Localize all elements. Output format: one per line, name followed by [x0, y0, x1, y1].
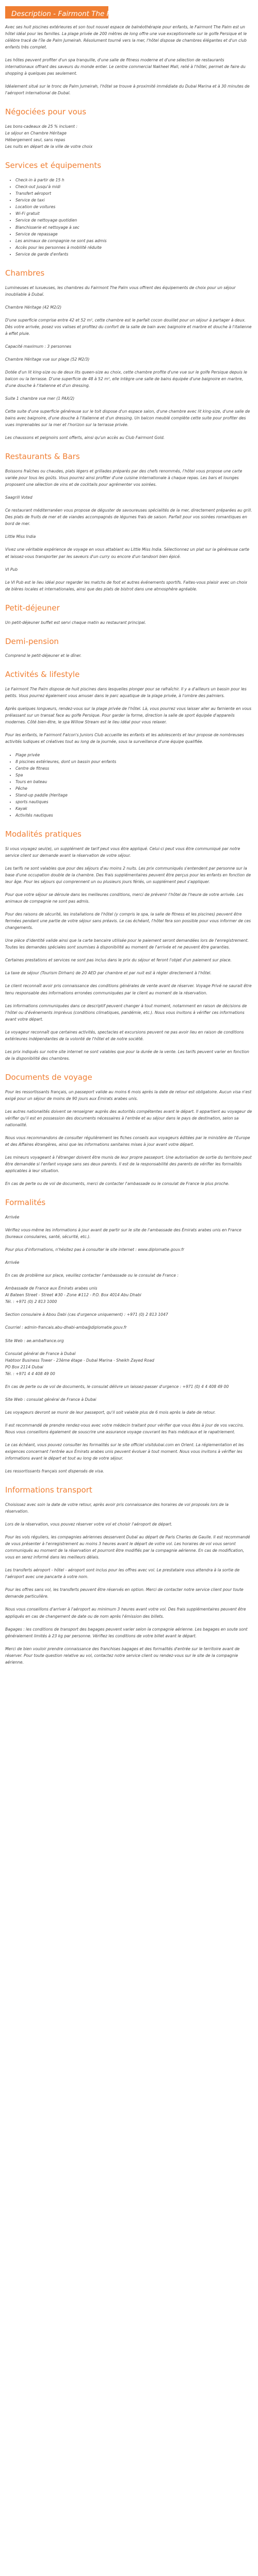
section-title-rooms: Chambres — [5, 268, 45, 278]
activity-item: • Activités nautiques — [15, 812, 253, 819]
activity-item: • Pêche — [15, 785, 253, 792]
hotel-title-banner — [5, 6, 139, 19]
formalities-paragraph: Arrivée — [5, 1214, 20, 1219]
restaurants-paragraph: Saagrill Voted — [5, 495, 33, 500]
modalities-paragraph: Le client reconnaît avoir pris connaissance des conditions générales de vente avant de réserver. Voyage Privé ne saurait être tenu responsable des informations erronées communiquées par le client au moment de la réservation. — [5, 984, 252, 995]
formalities-paragraph: Courriel : admin-francais.abu-dhabi-amba@diplomatie.gouv.fr — [5, 1325, 127, 1330]
service-item: • Service de taxi — [15, 197, 253, 204]
transport-paragraph: Choisissez avec soin la date de votre retour, après avoir pris connaissance des horaires de vol proposés lors de la réservation. — [5, 1502, 229, 1514]
service-item: • Service de repassage — [15, 231, 253, 238]
documents-paragraph: Pour les ressortissants français, un passeport valide au moins 6 mois après la date de retour est obligatoire. Aucun visa n'est exigé pour un séjour de moins de 90 jours aux Émirats arabes unis. — [5, 1089, 252, 1101]
services-list — [5, 177, 253, 258]
rooms-paragraph: Dotée d'un lit king-size ou de deux lits queen-size au choix, cette chambre profite d'une vue sur le golfe Persique depuis le balcon ou la terrasse. D'une superficie de 48 à 52 m², elle intègre une salle de bains équipée d'une baignoire en marbre, d'une douche à l'italienne et d'un dressing. — [5, 369, 247, 388]
modalities-paragraph: Les tarifs ne sont valables que pour des séjours d'au moins 2 nuits. Les prix communiqués s'entendent par personne sur la base d'une occupation double de la chambre. Des frais supplémentaires peuvent être perçus pour les enfants en fonction de leur âge. Pour les séjours qui comprennent un ou plusieurs jours fériés, un supplément peut s'appliquer. — [5, 866, 251, 884]
modalities-paragraph: Pour des raisons de sécurité, les installations de l'hôtel (y compris le spa, la salle de fitness et les piscines) peuvent être fermées pendant une partie de votre séjour sans préavis. Le cas échéant, l'hôtel fera son possible pour vous informer de ces changements. — [5, 912, 251, 930]
section-title-documents: Documents de voyage — [5, 1072, 92, 1082]
rooms-paragraph: Cette suite d'une superficie généreuse sur le toit dispose d'un espace salon, d'une chambre avec lit king-size, d'une salle de bains avec baignoire, d'une douche à l'italienne et d'un dressing. Un balcon meublé complète cette suite pour profiter des vues imprenables sur la mer et l'horizon sur la terrasse privée. — [5, 409, 250, 428]
service-item: • Wi-Fi gratuit — [15, 210, 253, 217]
service-item: • Les animaux de compagnie ne sont pas admis — [15, 238, 253, 244]
hotel-title: Description - Fairmont The Palm - 5* — [11, 10, 139, 18]
page — [0, 6, 258, 1666]
transport-paragraph: Pour les vols réguliers, les compagnies aériennes desservent Dubaï au départ de Paris Charles de Gaulle. Il est recommandé de vous présenter à l'enregistrement au moins 3 heures avant le départ de votre vol. Les horaires de vol vous seront communiqués au moment de la réservation et pourront être modifiés par la compagnie aérienne. En cas de modification, vous en serez informé dans les meilleurs délais. — [5, 1535, 250, 1560]
rooms-paragraph: Capacité maximum : 3 personnes — [5, 344, 72, 349]
negotiated-paragraph: Les bons-cadeaux de 25 % incluent : Le séjour en Chambre Héritage Hébergement seul, sans repas Les nuits en départ de la ville de votre choix — [5, 124, 93, 149]
formalities-paragraph: En cas de perte ou de vol de documents, le consulat délivre un laissez-passer d'urgence : +971 (0) 4 4 408 49 00 — [5, 1384, 229, 1389]
transport-paragraph: Pour les offres sans vol, les transferts peuvent être réservés en option. Merci de contacter notre service client pour toute demande particulière. — [5, 1587, 244, 1599]
section-title-services: Services et équipements — [5, 161, 102, 171]
activities-paragraph: Le Fairmont The Palm dispose de huit piscines dans lesquelles plonger pour se rafraîchir. Il y a d'ailleurs un bassin pour les petits. Vous pourrez également vous amuser dans le parc aquatique de la plage privée, à l'ombre des palmiers. — [5, 687, 247, 699]
rooms-paragraph: Suite 1 chambre vue mer (1 PAX/2) — [5, 396, 75, 401]
service-item: • Service de nettoyage quotidien — [15, 217, 253, 224]
restaurants-paragraph: Boissons fraîches ou chaudes, plats légers et grillades préparés par des chefs renommés, l'hôtel vous propose une carte variée pour tous les goûts. Vous pourrez ainsi profiter d'une cuisine internationale à chaque repas. Les bars et lounges proposent une sélection de vins et de cocktails pour agrémenter vos soirées. — [5, 469, 243, 487]
documents-paragraph: Les autres nationalités doivent se renseigner auprès des autorités compétentes avant le départ. Il appartient au voyageur de vérifier qu'il est en possession des documents nécessaires à l'entrée et au séjour dans le pays de destination, selon sa nationalité. — [5, 1109, 252, 1127]
rooms-paragraph: Lumineuses et luxueuses, les chambres du Fairmont The Palm vous offrent des équipements de choix pour un séjour inoubliable à Dubaï. — [5, 285, 236, 297]
section-title-negotiated: Négociées pour vous — [5, 107, 87, 117]
formalities-paragraph: Site Web : ae.ambafrance.org — [5, 1338, 64, 1343]
section-title-halfboard: Demi-pension — [5, 636, 59, 646]
formalities-paragraph: Le cas échéant, vous pouvez consulter les formalités sur le site officiel visitdubai.com en Orient. La réglementation et les exigences concernant l'entrée aux Émirats arabes unis peuvent évoluer à tout moment. Nous vous invitons à vérifier les informations avant le départ et tout au long de votre séjour. — [5, 1442, 244, 1461]
service-item: • Blanchisserie et nettoyage à sec — [15, 224, 253, 231]
restaurants-paragraph: VI Pub — [5, 567, 18, 572]
embassy-address: Ambassade de France aux Émirats arabes unis Al Bateen Street - Street #30 - Zone #112 - P.O. Box 4014 Abu Dhabi Tél. : +971 (0) 2 813 1000 — [5, 1286, 141, 1304]
modalities-paragraph: Si vous voyagez seul(e), un supplément de tarif peut vous être appliqué. Celui-ci peut vous être communiqué par notre service client sur demande avant la réservation de votre séjour. — [5, 846, 240, 858]
documents-paragraph: Nous vous recommandons de consulter régulièrement les fiches conseils aux voyageurs éditées par le ministère de l'Europe et des Affaires étrangères, ainsi que les informations sanitaires mises à jour avant votre départ. — [5, 1135, 250, 1147]
modalities-paragraph: Certaines prestations et services ne sont pas inclus dans le prix du séjour et feront l'objet d'un paiement sur place. — [5, 958, 232, 963]
formalities-paragraph: Les ressortissants français sont dispensés de visa. — [5, 1469, 104, 1474]
documents-paragraph: En cas de perte ou de vol de documents, merci de contacter l'ambassade ou le consulat de France le plus proche. — [5, 1181, 230, 1187]
restaurants-paragraph: Vivez une véritable expérience de voyage en vous attablant au Little Miss India. Sélectionnez un plat sur la généreuse carte et laissez-vous transporter par les saveurs d'un curry ou encore d'un tandoori bien épicé. — [5, 547, 250, 559]
formalities-paragraph: Arrivée — [5, 1260, 20, 1265]
intro-paragraph: Avec ses huit piscines extérieures et son tout nouvel espace de balnéothérapie pour enfants, le Fairmont The Palm est un hôtel idéal pour les familles. La plage privée de 200 mètres de long offre une vue exceptionnelle sur le golfe Persique et le célèbre tracé de l'île de Palm Jumeirah. Résolument tourné vers la mer, l'hôtel dispose de chambres élégantes et d'un club enfants très complet. — [5, 25, 247, 50]
modalities-paragraph: Pour que votre séjour se déroule dans les meilleures conditions, merci de prévenir l'hôtel de l'heure de votre arrivée. Les animaux de compagnie ne sont pas admis. — [5, 892, 244, 904]
service-item: • Service de garde d'enfants — [15, 251, 253, 258]
transport-paragraph: Bagages : les conditions de transport des bagages peuvent varier selon la compagnie aérienne. Les bagages en soute sont généralement limités à 23 kg par personne. Vérifiez les conditions de votre billet avant le départ. — [5, 1626, 248, 1638]
transport-paragraph: Nous vous conseillons d'arriver à l'aéroport au minimum 3 heures avant votre vol. Des frais supplémentaires peuvent être appliqués en cas de changement de date ou de nom après l'émission des billets. — [5, 1607, 246, 1619]
section-title-transport: Informations transport — [5, 1485, 92, 1495]
service-item: • Check-out jusqu'à midi — [15, 183, 253, 190]
documents-paragraph: Les mineurs voyageant à l'étranger doivent être munis de leur propre passeport. Une autorisation de sortie du territoire peut être demandée si l'enfant voyage sans ses deux parents. Il est de la responsabilité des parents de vérifier les formalités applicables à leur situation. — [5, 1155, 252, 1174]
activity-item: • Kayak — [15, 805, 253, 812]
rooms-paragraph: Chambre Héritage vue sur plage (52 M2/3) — [5, 357, 90, 362]
transport-paragraph: Merci de bien vouloir prendre connaissance des franchises bagages et des formalités d'entrée sur le territoire avant de réserver. Pour toute question relative au vol, contactez notre service client ou rendez-vous sur le site de la compagnie aérienne. — [5, 1646, 240, 1665]
intro-paragraph: Idéalement situé sur le tronc de Palm Jumeirah, l'hôtel se trouve à proximité immédiate du Dubai Marina et à 30 minutes de l'aéroport international de Dubaï. — [5, 84, 250, 96]
activity-item: • 8 piscines extérieures, dont un bassin pour enfants — [15, 758, 253, 765]
activity-item: • sports nautiques — [15, 799, 253, 805]
formalities-paragraph: En cas de problème sur place, veuillez contacter l'ambassade ou le consulat de France : — [5, 1273, 179, 1278]
activity-item: • Stand-up paddle (Heritage — [15, 792, 253, 799]
activities-list — [5, 752, 253, 819]
restaurants-paragraph: Ce restaurant méditerranéen vous propose de déguster de savoureuses spécialités de la mer, directement préparées au grill. Des plats de fruits de mer et de viandes accompagnés de légumes frais de saison. Parfait pour vos soirées romantiques en bord de mer. — [5, 508, 252, 527]
rooms-paragraph: D'une superficie comprise entre 42 et 52 m², cette chambre est le parfait cocon douillet pour un séjour à partager à deux. Dès votre arrivée, posez vos valises et profitez du confort de la salle de bain avec baignoire et marbre et douche à l'italienne à effet pluie. — [5, 317, 252, 336]
rooms-paragraph: Chambre Héritage (42 M2/2) — [5, 304, 62, 310]
formalities-paragraph: Vérifiez vous-même les informations à jour avant de partir sur le site de l'ambassade des Émirats arabes unis en France (bureaux consulaires, santé, sécurité, etc.). — [5, 1228, 241, 1240]
modalities-paragraph: Le voyageur reconnaît que certaines activités, spectacles et excursions peuvent ne pas avoir lieu en raison de conditions extérieures indépendantes de la volonté de l'hôtel et de notre société. — [5, 1029, 244, 1041]
section-title-modalities: Modalités pratiques — [5, 829, 82, 839]
section-title-formalities: Formalités — [5, 1198, 46, 1208]
activities-paragraph: Pour les enfants, le Fairmont Falcon's Juniors Club accueille les enfants et les adolescents et leur propose de nombreuses activités ludiques et créatives tout au long de la journée, sous la surveillance d'une équipe qualifiée. — [5, 733, 244, 744]
formalities-paragraph: Site Web : consulat général de France à Dubai — [5, 1397, 96, 1402]
formalities-paragraph: Section consulaire à Abou Dabi (cas d'urgence uniquement) : +971 (0) 2 813 1047 — [5, 1312, 168, 1317]
service-item: • Transfert aéroport — [15, 190, 253, 197]
activity-item: • Tours en bateau — [15, 778, 253, 785]
formalities-paragraph: Les voyageurs devront se munir de leur passeport, qu'il soit valable plus de 6 mois après la date de retour. — [5, 1410, 216, 1415]
service-item: • Accès pour les personnes à mobilité réduite — [15, 244, 253, 251]
modalities-paragraph: Une pièce d'identité valide ainsi que la carte bancaire utilisée pour le paiement seront demandées lors de l'enregistrement. Toutes les demandes spéciales sont soumises à disponibilité au moment de l'arrivée et ne peuvent être garanties. — [5, 938, 249, 950]
modalities-paragraph: Les prix indiqués sur notre site internet ne sont valables que pour la durée de la vente. Les tarifs peuvent varier en fonction de la disponibilité des chambres. — [5, 1049, 249, 1061]
restaurants-paragraph: Le VI Pub est le lieu idéal pour regarder les matchs de foot et autres événements sportifs. Faites-vous plaisir avec un choix de bières locales et internationales, ainsi que des plats de bistrot dans une atmosphère agréable. — [5, 580, 248, 591]
transport-paragraph: Les transferts aéroport - hôtel - aéroport sont inclus pour les offres avec vol. Le prestataire vous attendra à la sortie de l'aéroport avec une pancarte à votre nom. — [5, 1568, 240, 1580]
section-title-activities: Activités & lifestyle — [5, 670, 80, 680]
section-title-breakfast: Petit-déjeuner — [5, 603, 60, 613]
service-item: • Location de voitures — [15, 204, 253, 210]
description-content — [0, 19, 258, 1666]
modalities-paragraph: Les informations communiquées dans ce descriptif peuvent changer à tout moment, notamment en raison de décisions de l'hôtel ou d'événements imprévus (conditions climatiques, pandémie, etc.). Nous vous invitons à vérifier ces informations avant votre départ. — [5, 1003, 247, 1022]
formalities-paragraph: Il est recommandé de prendre rendez-vous avec votre médecin traitant pour vérifier que vous êtes à jour de vos vaccins. Nous vous conseillons également de souscrire une assurance voyage couvrant les frais médicaux et le rapatriement. — [5, 1422, 245, 1434]
activities-paragraph: Après quelques longueurs, rendez-vous sur la plage privée de l'hôtel. Là, vous pourrez vous laisser aller au farniente en vous prélassant sur un transat face au golfe Persique. Pour garder la forme, direction la salle de sport équipée d'appareils modernes. Côté bien-être, le spa Willow Stream est le lieu idéal pour vous relaxer. — [5, 706, 252, 725]
restaurants-paragraph: Little Miss India — [5, 534, 36, 539]
section-title-restaurants: Restaurants & Bars — [5, 452, 80, 462]
intro-paragraph: Les hôtes peuvent profiter d'un spa tranquille, d'une salle de fitness moderne et d'une sélection de restaurants internationaux offrant des saveurs du monde entier. Le centre commercial Nakheel Mall, relié à l'hôtel, permet de faire du shopping à quelques pas seulement. — [5, 58, 246, 76]
transport-paragraph: Lors de la réservation, vous pouvez réserver votre vol et choisir l'aéroport de départ. — [5, 1522, 172, 1527]
rooms-paragraph: Les chaussons et peignoirs sont offerts, ainsi qu'un accès au Club Fairmont Gold. — [5, 435, 165, 440]
activity-item: • Plage privée — [15, 752, 253, 758]
service-item: • Check-in à partir de 15 h — [15, 177, 253, 183]
modalities-paragraph: La taxe de séjour (Tourism Dirham) de 20 AED par chambre et par nuit est à régler directement à l'hôtel. — [5, 971, 212, 976]
consulate-address: Consulat général de France à Dubaï Habtoor Business Tower - 23ème étage - Dubaï Marina - Sheikh Zayed Road PO Box 2114 Dubai Tél. : +971 4 4 408 49 00 — [5, 1351, 154, 1376]
activity-item: • Spa — [15, 772, 253, 778]
formalities-paragraph: Pour plus d'informations, n'hésitez pas à consulter le site internet : www.diplomatie.gouv.fr — [5, 1247, 184, 1252]
halfboard-paragraph: Comprend le petit-déjeuner et le dîner. — [5, 653, 82, 658]
activity-item: • Centre de fitness — [15, 765, 253, 772]
breakfast-paragraph: Un petit-déjeuner buffet est servi chaque matin au restaurant principal. — [5, 620, 147, 625]
